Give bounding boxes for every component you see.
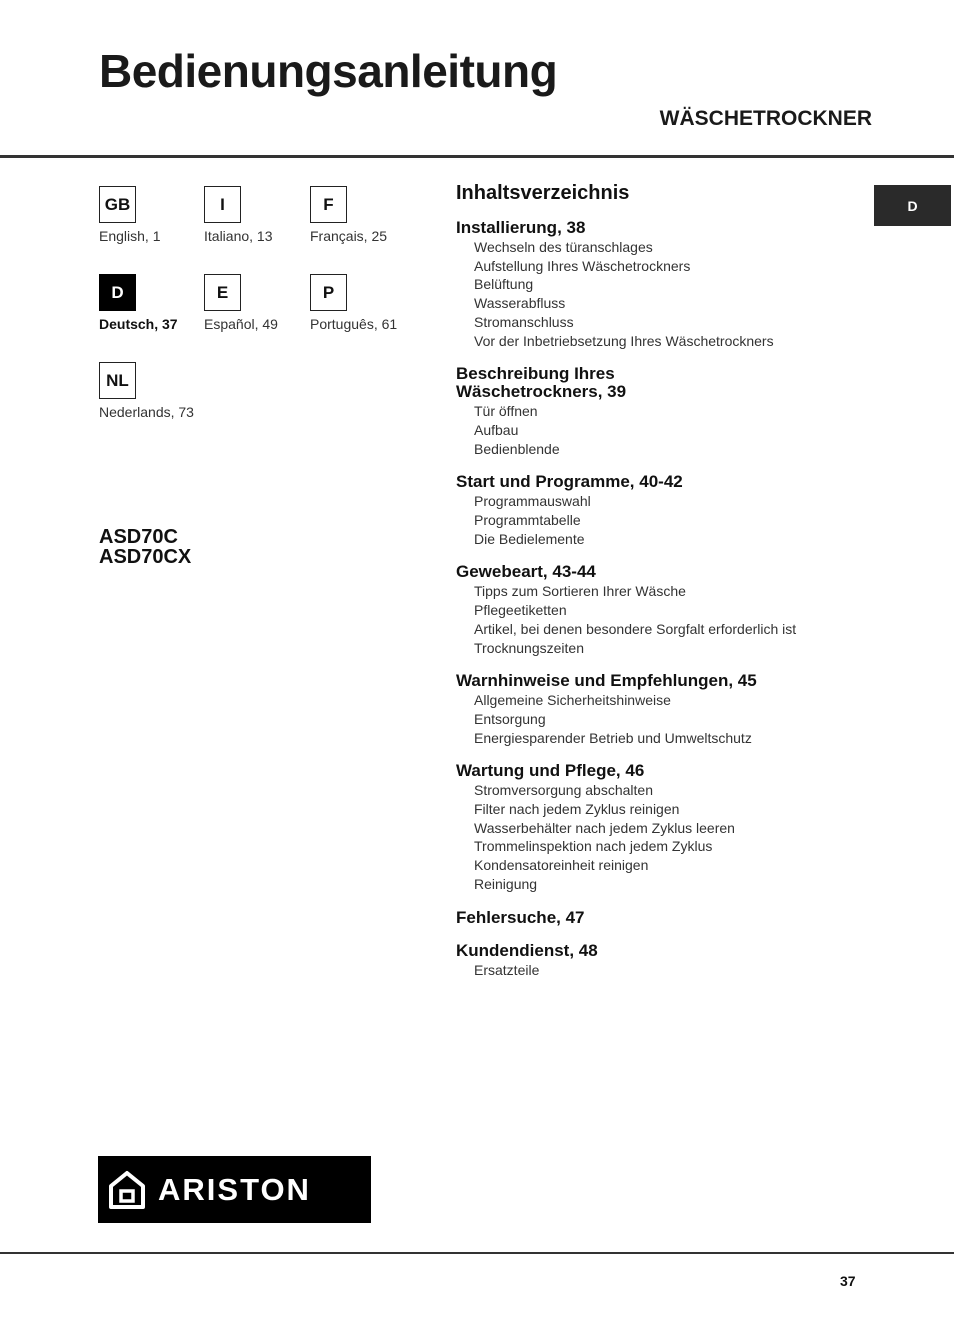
toc-subitem[interactable]: Aufstellung Ihres Wäschetrockners (474, 257, 691, 274)
toc-subitem[interactable]: Programmtabelle (474, 512, 581, 529)
toc-subitems (456, 961, 856, 980)
toc-heading-line: Beschreibung Ihres (456, 364, 615, 384)
language-code-box: GB (99, 186, 136, 223)
language-option-nl[interactable] (99, 362, 199, 420)
language-label: Español, 49 (204, 316, 278, 332)
language-label: Français, 25 (310, 228, 388, 244)
toc-section (456, 563, 856, 657)
toc-heading-line: Installierung, 38 (456, 218, 586, 237)
top-divider (0, 155, 954, 158)
toc-section (456, 219, 856, 350)
toc-section-heading[interactable] (456, 219, 856, 237)
toc-subitem[interactable]: Pflegeetiketten (474, 602, 567, 619)
toc-subitem[interactable]: Belüftung (474, 276, 534, 293)
toc-heading-line: Wartung und Pflege, 46 (456, 761, 645, 781)
toc-section (456, 365, 856, 458)
language-code-box: E (204, 274, 241, 311)
toc-section (456, 672, 856, 747)
language-label: Nederlands, 73 (99, 404, 194, 420)
toc-subitem[interactable]: Programmauswahl (474, 493, 591, 510)
toc-section-heading[interactable] (456, 909, 856, 927)
toc-section (456, 473, 856, 548)
toc-subitem[interactable]: Aufbau (474, 421, 519, 438)
language-option-gb[interactable] (99, 186, 199, 244)
language-label: Português, 61 (310, 316, 398, 332)
page-number: 37 (840, 1273, 856, 1289)
toc-heading-line: Fehlersuche, 47 (456, 907, 585, 927)
toc-heading-line: Start und Programme, 40-42 (456, 472, 683, 492)
toc-subitem[interactable]: Kondensatoreinheit reinigen (474, 857, 649, 874)
language-tab[interactable]: D (874, 185, 951, 226)
model-name: ASD70C (99, 526, 178, 548)
toc-subitems (456, 781, 856, 893)
toc-subitem[interactable]: Reinigung (474, 875, 538, 892)
language-option-i[interactable] (204, 186, 304, 244)
toc-subitem[interactable]: Vor der Inbetriebsetzung Ihres Wäschetrockners (474, 332, 774, 349)
language-label: Deutsch, 37 (99, 316, 178, 332)
toc-subitems (456, 691, 856, 747)
toc-subitem[interactable]: Stromversorgung abschalten (474, 782, 653, 799)
language-option-d[interactable] (99, 274, 199, 332)
toc-subitem[interactable]: Wasserbehälter nach jedem Zyklus leeren (474, 819, 735, 836)
toc-heading-line: Gewebeart, 43-44 (456, 562, 596, 582)
toc-subitem[interactable]: Filter nach jedem Zyklus reinigen (474, 801, 680, 818)
toc-section (456, 942, 856, 980)
toc-subitem[interactable]: Trocknungszeiten (474, 639, 584, 656)
language-option-f[interactable] (310, 186, 410, 244)
toc-subitem[interactable]: Wasserabfluss (474, 295, 566, 312)
toc-subitem[interactable]: Die Bedielemente (474, 530, 585, 547)
product-type: WÄSCHETROCKNER (659, 107, 872, 130)
language-code-box: P (310, 274, 347, 311)
toc-subitem[interactable]: Ersatzteile (474, 961, 540, 978)
toc-section-heading[interactable] (456, 365, 856, 401)
brand-logo (98, 1156, 371, 1223)
toc-subitem[interactable]: Energiesparender Betrieb und Umweltschutz (474, 729, 752, 746)
language-label: Italiano, 13 (204, 228, 273, 244)
toc-subitem[interactable]: Trommelinspektion nach jedem Zyklus (474, 838, 713, 855)
toc-section-heading[interactable] (456, 473, 856, 491)
toc-subitems (456, 238, 856, 350)
brand-name: ARISTON (158, 1171, 311, 1207)
house-logo-icon (108, 1170, 146, 1210)
toc-heading-line: Warnhinweise und Empfehlungen, 45 (456, 671, 757, 691)
model-name: ASD70CX (99, 546, 192, 568)
toc-section (456, 909, 856, 927)
bottom-divider (0, 1252, 954, 1254)
toc-heading-line: Wäschetrockners, 39 (456, 382, 627, 402)
toc-subitem[interactable]: Bedienblende (474, 440, 560, 457)
toc-section-heading[interactable] (456, 762, 856, 780)
language-code-box: NL (99, 362, 136, 399)
language-label: English, 1 (99, 228, 161, 244)
language-code-box: F (310, 186, 347, 223)
page-title: Bedienungsanleitung (99, 45, 558, 97)
toc-title: Inhaltsverzeichnis (456, 182, 630, 204)
toc-subitem[interactable]: Stromanschluss (474, 313, 574, 330)
language-code-box: D (99, 274, 136, 311)
toc-subitem[interactable]: Wechseln des türanschlages (474, 239, 653, 255)
toc-section-heading[interactable] (456, 942, 856, 960)
toc-subitem[interactable]: Tipps zum Sortieren Ihrer Wäsche (474, 583, 686, 600)
toc-section-heading[interactable] (456, 563, 856, 581)
language-code-box: I (204, 186, 241, 223)
toc-subitems (456, 492, 856, 548)
toc-section (456, 762, 856, 893)
toc-heading-line: Kundendienst, 48 (456, 940, 598, 960)
toc-subitem[interactable]: Artikel, bei denen besondere Sorgfalt erforderlich ist (474, 620, 797, 637)
toc-subitems (456, 402, 856, 458)
toc-subitems (456, 582, 856, 657)
language-option-e[interactable] (204, 274, 304, 332)
model-list (99, 527, 191, 567)
toc-subitem[interactable]: Tür öffnen (474, 403, 538, 420)
table-of-contents (456, 182, 856, 994)
toc-section-heading[interactable] (456, 672, 856, 690)
toc-subitem[interactable]: Entsorgung (474, 710, 546, 727)
language-option-p[interactable] (310, 274, 410, 332)
toc-subitem[interactable]: Allgemeine Sicherheitshinweise (474, 692, 671, 709)
